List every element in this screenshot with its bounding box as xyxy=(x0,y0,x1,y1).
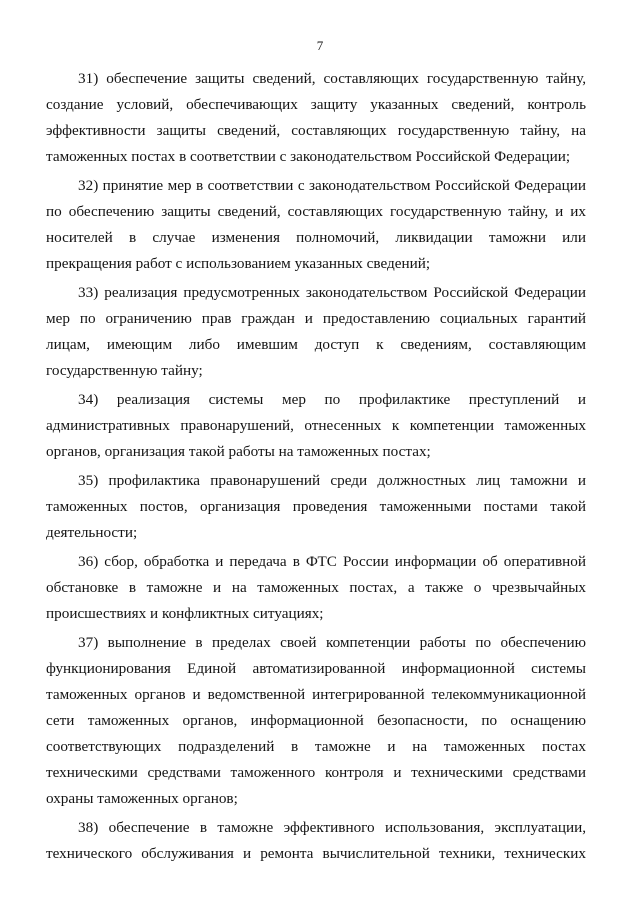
text-line: государственную тайну; xyxy=(46,362,203,379)
paragraph-item-32 xyxy=(46,173,586,277)
paragraph-item-34 xyxy=(46,387,586,465)
paragraph-item-37 xyxy=(46,630,586,812)
text-line: носителей в случае изменения полномочий, ликвидации таможни или xyxy=(46,229,586,246)
text-line: соответствующих подразделений в таможне и на таможенных постах xyxy=(46,738,586,755)
text-line: прекращения работ с использованием указанных сведений; xyxy=(46,255,431,272)
text-line: обстановке в таможне и на таможенных постах, а также о чрезвычайных xyxy=(46,579,586,596)
text-line: создание условий, обеспечивающих защиту указанных сведений, контроль xyxy=(46,96,586,113)
paragraph-item-38 xyxy=(46,815,586,867)
text-line: таможенных постах в соответствии с законодательством Российской Федерации; xyxy=(46,148,571,165)
text-line: таможенных постов, организация проведения таможенными постами такой xyxy=(46,498,586,515)
text-line: органов, организация такой работы на таможенных постах; xyxy=(46,443,431,460)
text-line: охраны таможенных органов; xyxy=(46,790,238,807)
text-line: функционирования Единой автоматизированной информационной системы xyxy=(46,660,586,677)
text-line: деятельности; xyxy=(46,524,138,541)
text-line: 36) сбор, обработка и передача в ФТС России информации об оперативной xyxy=(78,553,586,570)
text-line: 31) обеспечение защиты сведений, составляющих государственную тайну, xyxy=(78,70,586,87)
paragraph-item-33 xyxy=(46,280,586,384)
document-body xyxy=(46,66,586,870)
text-line: 38) обеспечение в таможне эффективного использования, эксплуатации, xyxy=(78,819,586,836)
paragraph-item-36 xyxy=(46,549,586,627)
text-line: мер по ограничению прав граждан и предоставлению социальных гарантий xyxy=(46,310,586,327)
page-number: 7 xyxy=(316,38,324,53)
text-line: лицам, имеющим либо имевшим доступ к сведениям, составляющим xyxy=(46,336,586,353)
text-line: эффективности защиты сведений, составляющих государственную тайну, на xyxy=(46,122,586,139)
text-line: таможенных органов и ведомственной интегрированной телекоммуникационной xyxy=(46,686,586,703)
text-line: административных правонарушений, отнесенных к компетенции таможенных xyxy=(46,417,586,434)
text-line: технического обслуживания и ремонта вычислительной техники, технических xyxy=(46,845,586,862)
paragraph-item-35 xyxy=(46,468,586,546)
text-line: 37) выполнение в пределах своей компетенции работы по обеспечению xyxy=(78,634,586,651)
text-line: 34) реализация системы мер по профилактике преступлений и xyxy=(78,391,586,408)
text-line: техническими средствами таможенного контроля и техническими средствами xyxy=(46,764,586,781)
text-line: 32) принятие мер в соответствии с законодательством Российской Федерации xyxy=(78,177,586,194)
text-line: сети таможенных органов, информационной безопасности, по оснащению xyxy=(46,712,586,729)
text-line: происшествиях и конфликтных ситуациях; xyxy=(46,605,324,622)
text-line: 35) профилактика правонарушений среди должностных лиц таможни и xyxy=(78,472,586,489)
text-line: 33) реализация предусмотренных законодательством Российской Федерации xyxy=(78,284,586,301)
paragraph-item-31 xyxy=(46,66,586,170)
text-line: по обеспечению защиты сведений, составляющих государственную тайну, и их xyxy=(46,203,586,220)
